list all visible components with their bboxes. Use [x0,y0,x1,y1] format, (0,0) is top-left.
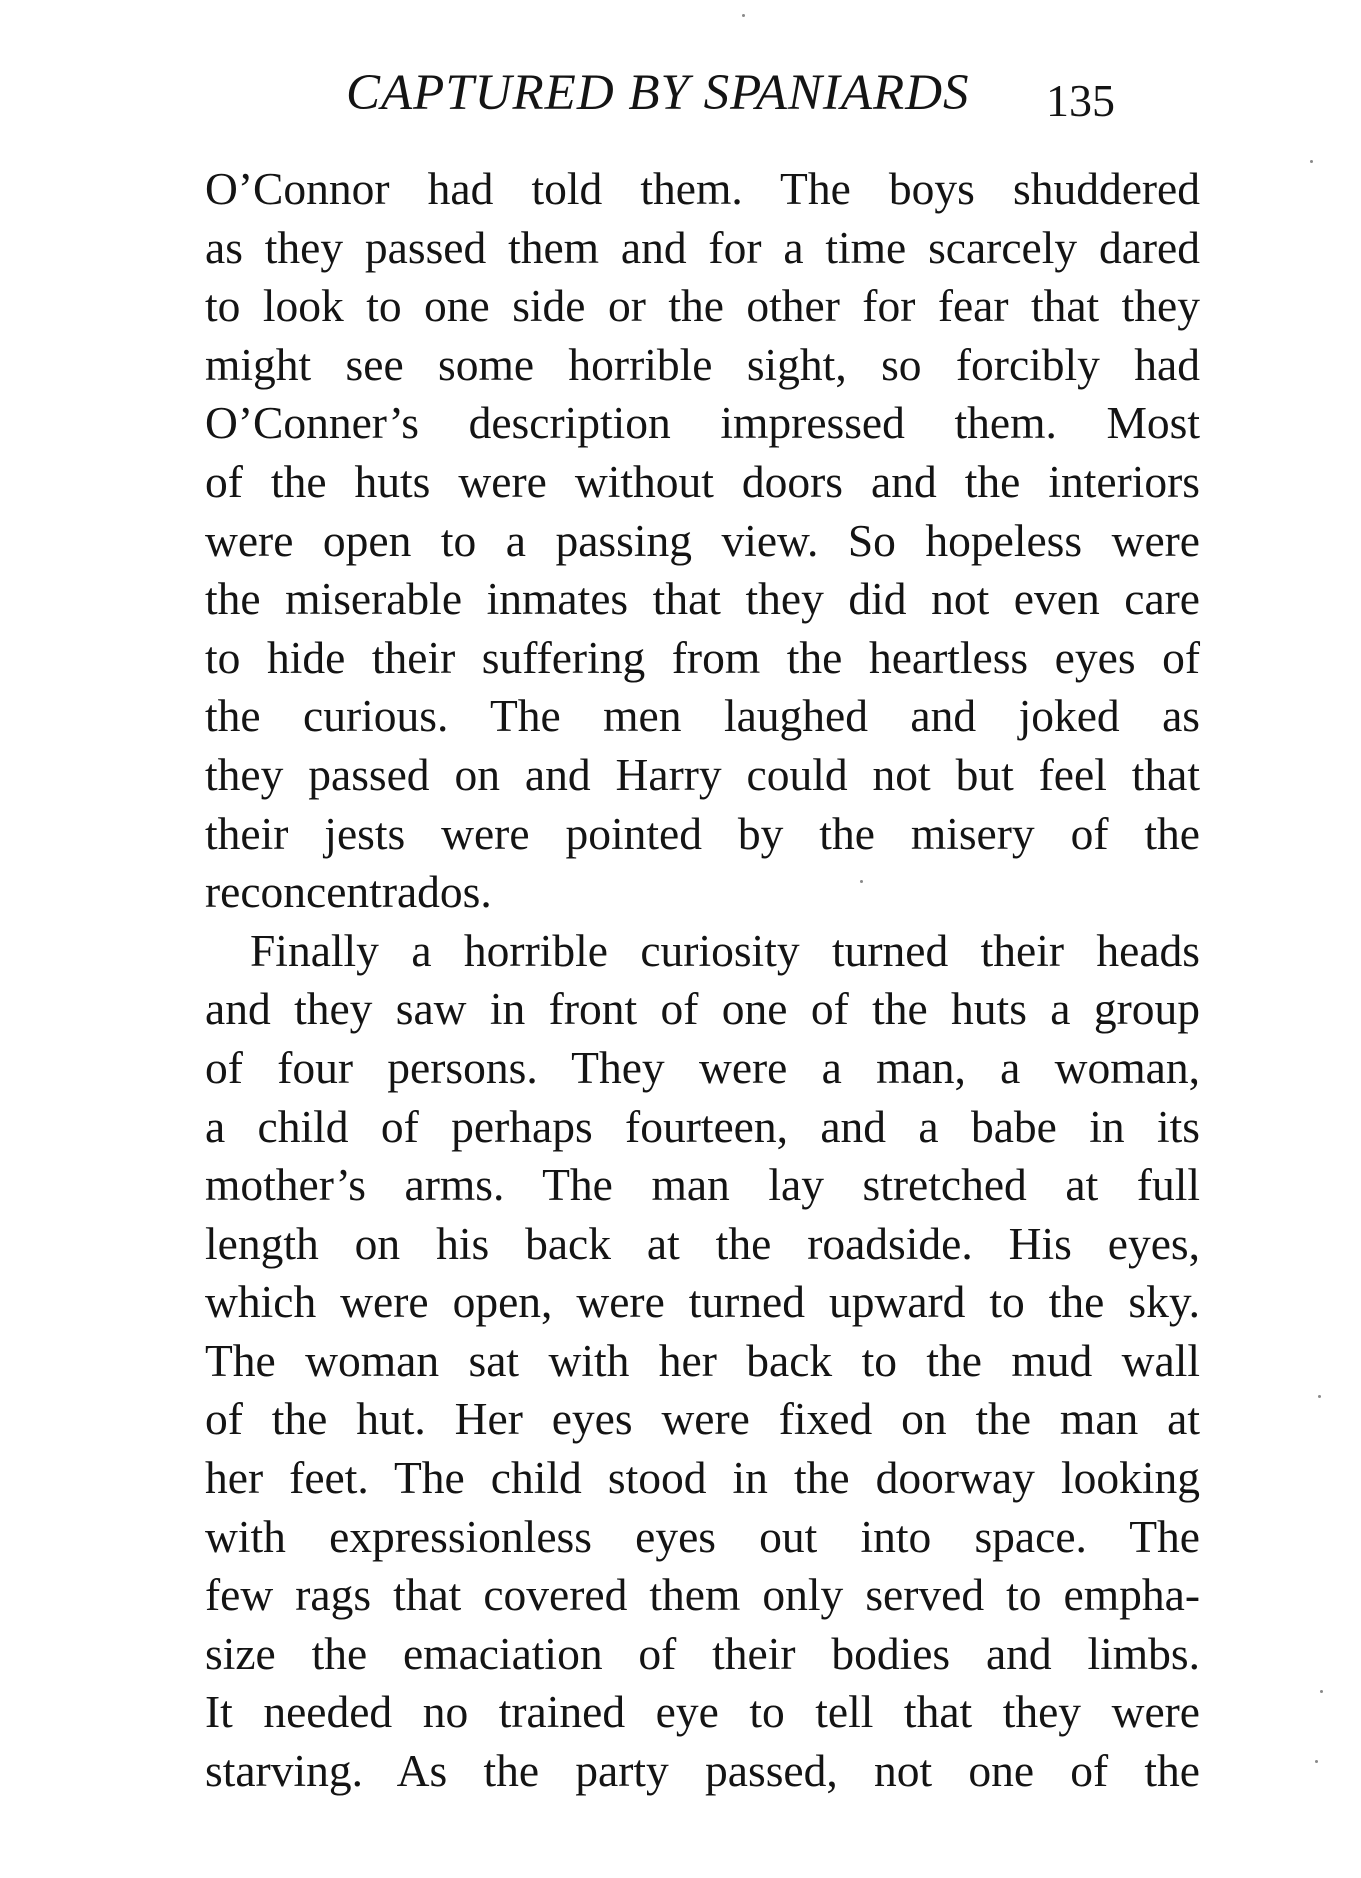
paragraph-end-line: reconcentrados. [205,866,492,918]
text-line: of the hut. Her eyes were fixed on the man at [205,1393,1200,1445]
text-line: of the huts were without doors and the interiors [205,455,1200,507]
text-line: of four persons. They were a man, a woman, [205,1041,1200,1093]
text-line: to hide their suffering from the heartless eyes of [205,631,1200,683]
scan-speck [742,14,745,17]
text-line: and they saw in front of one of the huts a group [205,983,1200,1035]
text-line: few rags that covered them only served to empha- [205,1569,1200,1621]
page-number: 135 [1046,75,1115,126]
text-line: might see some horrible sight, so forcibly had [205,338,1200,390]
text-line: with expressionless eyes out into space. The [205,1510,1200,1562]
text-line: their jests were pointed by the misery of the [205,807,1200,859]
text-line: her feet. The child stood in the doorway looking [205,1452,1200,1504]
text-line: were open to a passing view. So hopeless were [205,514,1200,566]
running-head [200,58,1200,128]
text-line: they passed on and Harry could not but feel that [205,748,1200,800]
scan-speck [1318,1395,1321,1398]
text-line: as they passed them and for a time scarcely dared [205,221,1200,273]
text-line: The woman sat with her back to the mud wall [205,1334,1200,1386]
text-line: to look to one side or the other for fear that they [205,280,1200,332]
text-line: size the emaciation of their bodies and limbs. [205,1627,1200,1679]
scan-speck [860,880,863,883]
scan-speck [1315,1760,1318,1763]
text-line: a child of perhaps fourteen, and a babe in its [205,1100,1200,1152]
paragraph-start-line: Finally a horrible curiosity turned their heads [250,924,1200,976]
scan-speck [1310,160,1313,163]
text-line: which were open, were turned upward to the sky. [205,1276,1200,1328]
body-text [205,160,1200,1801]
text-line: mother’s arms. The man lay stretched at full [205,1159,1200,1211]
text-line: the miserable inmates that they did not even care [205,573,1200,625]
text-line: It needed no trained eye to tell that they were [205,1686,1200,1738]
text-line: starving. As the party passed, not one of the [205,1745,1200,1797]
text-line: length on his back at the roadside. His eyes, [205,1217,1200,1269]
running-title: CAPTURED BY SPANIARDS [346,65,970,121]
text-line: the curious. The men laughed and joked as [205,690,1200,742]
scan-speck [1320,1690,1323,1693]
text-line: O’Connor had told them. The boys shuddered [205,163,1200,214]
text-line: O’Conner’s description impressed them. Most [205,397,1200,449]
